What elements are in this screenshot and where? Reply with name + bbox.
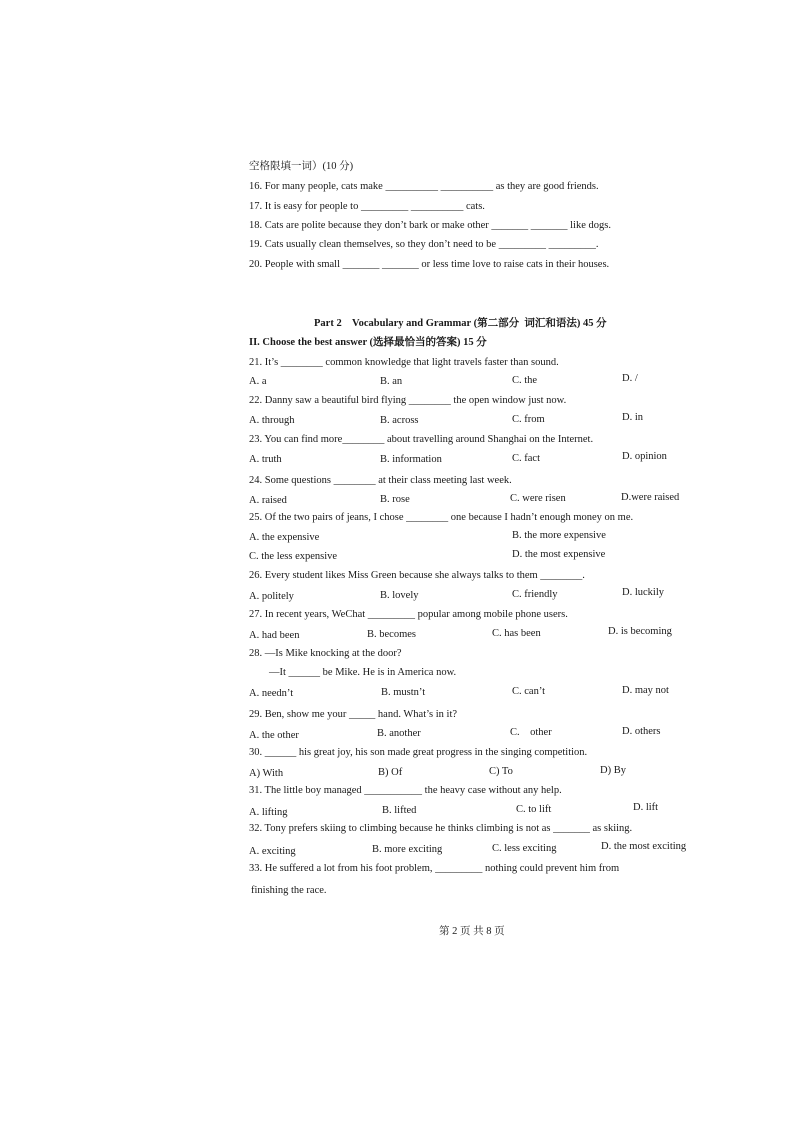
option-28-d: D. may not [622,685,669,696]
option-21-d: D. / [622,373,638,384]
fill-item-19: 19. Cats usually clean themselves, so they don’t need to be _________ _________. [249,239,599,250]
option-25-c: C. the less expensive [249,551,338,562]
fill-item-16: 16. For many people, cats make __________ __________ as they are good friends. [249,181,599,192]
option-21-a: A. a [249,376,267,387]
question-stem-30: 30. ______ his great joy, his son made great progress in the singing competition. [249,747,588,758]
option-27-c: C. has been [492,628,541,639]
question-stem-31: 31. The little boy managed ___________ the heavy case without any help. [249,785,562,796]
question-stem-28: 28. —Is Mike knocking at the door? [249,648,402,659]
page-number: 第 2 页 共 8 页 [439,926,505,937]
option-28-a: A. needn’t [249,688,294,699]
option-32-d: D. the most exciting [601,841,687,852]
option-24-a: A. raised [249,495,287,506]
option-28-b: B. mustn’t [381,687,426,698]
option-31-a: A. lifting [249,807,288,818]
option-23-c: C. fact [512,453,540,464]
option-26-d: D. luckily [622,587,664,598]
option-26-a: A. politely [249,591,294,602]
question-stem-32: 32. Tony prefers skiing to climbing because he thinks climbing is not as _______ as skiing. [249,823,633,834]
option-22-c: C. from [512,414,545,425]
option-28-c: C. can’t [512,686,546,697]
option-27-d: D. is becoming [608,626,672,637]
section-instruction: 空格限填一词）(10 分) [249,161,354,172]
option-25-b: B. the more expensive [512,530,606,541]
option-32-c: C. less exciting [492,843,557,854]
option-23-a: A. truth [249,454,282,465]
fill-item-20: 20. People with small _______ _______ or less time love to raise cats in their houses. [249,259,610,270]
question-stem-26: 26. Every student likes Miss Green because she always talks to them ________. [249,570,585,581]
question-stem-27: 27. In recent years, WeChat _________ popular among mobile phone users. [249,609,568,620]
option-26-b: B. lovely [380,590,419,601]
option-30-b: B) Of [378,767,403,778]
question-stem-21: 21. It’s ________ common knowledge that light travels faster than sound. [249,357,559,368]
option-21-b: B. an [380,376,403,387]
option-24-c: C. were risen [510,493,566,504]
question-stem-24: 24. Some questions ________ at their class meeting last week. [249,475,512,486]
option-32-b: B. more exciting [372,844,443,855]
part2-title: Part 2 Vocabulary and Grammar (第二部分 词汇和语法) 45 分 [314,318,607,329]
option-29-c: C. other [510,727,552,738]
option-22-a: A. through [249,415,295,426]
option-31-b: B. lifted [382,805,417,816]
option-22-d: D. in [622,412,643,423]
option-30-c: C) To [489,766,513,777]
question-stem-23: 23. You can find more________ about travelling around Shanghai on the Internet. [249,434,594,445]
option-29-d: D. others [622,726,661,737]
option-22-b: B. across [380,415,419,426]
option-26-c: C. friendly [512,589,558,600]
option-24-d: D.were raised [621,492,680,503]
option-29-a: A. the other [249,730,299,741]
option-27-b: B. becomes [367,629,416,640]
option-25-d: D. the most expensive [512,549,606,560]
option-30-a: A) With [249,768,284,779]
fill-item-18: 18. Cats are polite because they don’t bark or make other _______ _______ like dogs. [249,220,611,231]
question-stem-28-reply: —It ______ be Mike. He is in America now. [269,667,457,678]
option-30-d: D) By [600,765,626,776]
option-21-c: C. the [512,375,538,386]
option-23-d: D. opinion [622,451,667,462]
question-stem-25: 25. Of the two pairs of jeans, I chose ________ one because I hadn’t enough money on me. [249,512,634,523]
option-32-a: A. exciting [249,846,296,857]
question-stem-33: 33. He suffered a lot from his foot problem, _________ nothing could prevent him from [249,863,620,874]
option-24-b: B. rose [380,494,410,505]
part2-subtitle: II. Choose the best answer (选择最恰当的答案) 15 分 [249,337,487,348]
option-23-b: B. information [380,454,442,465]
option-25-a: A. the expensive [249,532,320,543]
option-31-d: D. lift [633,802,659,813]
option-29-b: B. another [377,728,421,739]
fill-item-17: 17. It is easy for people to _________ __________ cats. [249,201,485,212]
question-stem-33-continued: finishing the race. [251,885,327,896]
question-stem-22: 22. Danny saw a beautiful bird flying ________ the open window just now. [249,395,567,406]
option-31-c: C. to lift [516,804,552,815]
question-stem-29: 29. Ben, show me your _____ hand. What’s in it? [249,709,458,720]
option-27-a: A. had been [249,630,300,641]
